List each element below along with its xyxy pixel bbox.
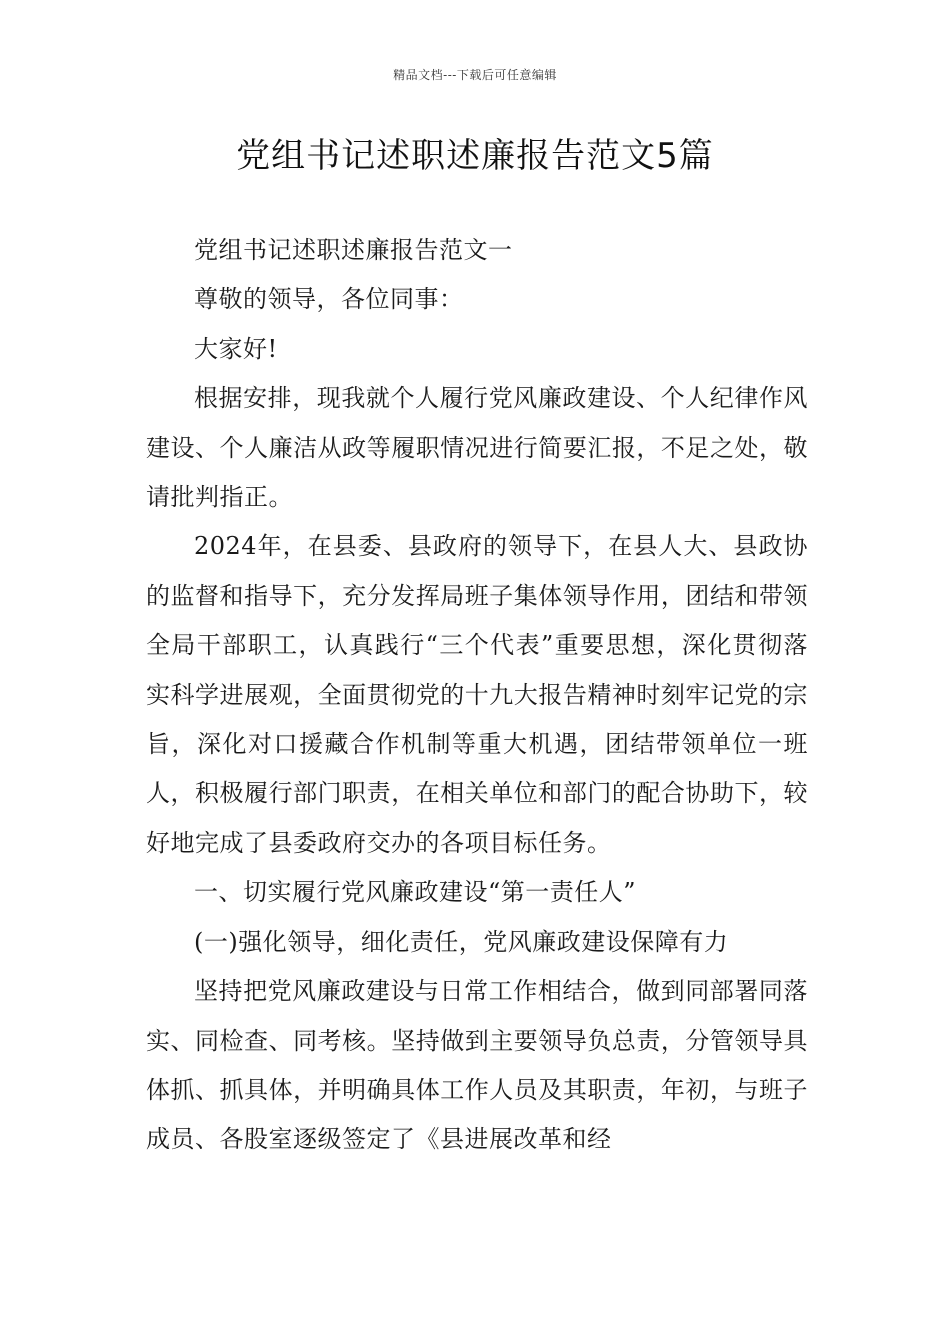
paragraph-subtitle: 党组书记述职述廉报告范文一 [194,236,513,264]
document-title: 党组书记述职述廉报告范文5篇 [236,136,714,176]
paragraph-greeting: 大家好! [194,334,278,363]
paragraph-section-body: 坚持把党风廉政建设与日常工作相结合，做到同部署同落实、同检查、同考核。坚持做到主要领导负总责，分管领导具体抓、抓具体，并明确具体工作人员及其职责，年初，与班子成员、各股室逐级签定了《县进展改革和经 [146,977,808,1154]
paragraph-overview: 2024年，在县委、县政府的领导下，在县人大、县政协的监督和指导下，充分发挥局班子集体领导作用，团结和带领全局干部职工，认真践行“三个代表”重要思想，深化贯彻落实科学进展观，全面贯彻党的十九大报告精神时刻牢记党的宗旨，深化对口援藏合作机制等重大机遇，团结带领单位一班人，积极履行部门职责，在相关单位和部门的配合协助下，较好地完成了县委政府交办的各项目标任务。 [146,532,808,857]
subsection-heading-1: (一)强化领导，细化责任，党风廉政建设保障有力 [194,927,729,956]
paragraph-salutation: 尊敬的领导，各位同事： [194,285,464,314]
section-heading-1: 一、切实履行党风廉政建设“第一责任人” [194,878,637,907]
paragraph-intro: 根据安排，现我就个人履行党风廉政建设、个人纪律作风建设、个人廉洁从政等履职情况进行简要汇报，不足之处，敬请批判指正。 [146,384,808,512]
header-note: 精品文档---下载后可任意编辑 [393,68,557,82]
document-body [146,226,808,1165]
